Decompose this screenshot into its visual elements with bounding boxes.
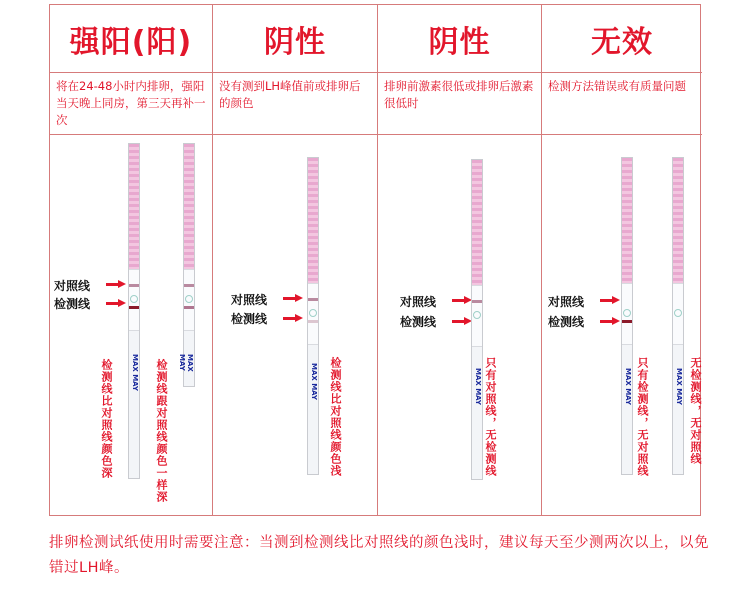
strip-caption: 只有对照线，无检测线 — [484, 357, 497, 477]
max-marking: MAX MAY — [474, 368, 482, 406]
column-description: 没有测到LH峰值前或排卵后的颜色 — [213, 73, 377, 135]
column-header — [542, 5, 702, 73]
logo-icon — [185, 295, 193, 303]
control-line-label: 对照线 — [231, 293, 268, 307]
column-invalid — [542, 5, 702, 515]
column-header — [378, 5, 541, 73]
test-line — [308, 320, 318, 323]
test-line — [622, 320, 632, 323]
column-description: 排卵前激素很低或排卵后激素很低时 — [378, 73, 541, 135]
test-strip — [621, 157, 633, 475]
column-negative-1 — [213, 5, 378, 515]
logo-icon — [623, 309, 631, 317]
logo-icon — [473, 311, 481, 319]
column-strong-positive — [50, 5, 213, 515]
test-strip — [128, 143, 140, 479]
max-marking: MAX MAY — [624, 368, 632, 406]
column-header — [50, 5, 212, 73]
max-marking: MAX MAY — [675, 368, 683, 406]
test-line — [184, 306, 194, 309]
logo-icon — [309, 309, 317, 317]
footer-note: 排卵检测试纸使用时需要注意：当测到检测线比对照线的颜色浅时，建议每天至少测两次以上，以免错过LH峰。 — [49, 535, 709, 576]
test-line-label: 检测线 — [400, 315, 437, 329]
strip-caption: 检测线跟对照线颜色一样深 — [155, 359, 168, 503]
test-line-label: 检测线 — [548, 315, 585, 329]
control-line — [184, 284, 194, 287]
strip-caption: 检测线比对照线颜色浅 — [329, 357, 342, 477]
control-line-label: 对照线 — [400, 295, 437, 309]
column-title: 阴性 — [428, 24, 491, 60]
column-body — [213, 135, 377, 515]
test-line — [129, 306, 139, 309]
test-strip — [672, 157, 684, 475]
strip-caption: 无检测线，无对照线 — [689, 357, 702, 465]
control-line — [308, 298, 318, 301]
control-line-label: 对照线 — [54, 279, 91, 293]
column-description: 检测方法错误或有质量问题 — [542, 73, 702, 135]
logo-icon — [674, 309, 682, 317]
test-line-label: 检测线 — [54, 297, 91, 311]
control-line — [129, 284, 139, 287]
column-header — [213, 5, 377, 73]
control-line — [472, 300, 482, 303]
column-body — [542, 135, 702, 515]
test-strip — [471, 159, 483, 480]
max-marking: MAX MAY — [178, 354, 194, 372]
test-strip — [178, 143, 195, 387]
column-description: 将在24-48小时内排卵，强阳当天晚上同房，第三天再补一次 — [50, 73, 212, 135]
column-body — [50, 135, 212, 515]
ovulation-test-chart — [49, 4, 701, 516]
column-title: 无效 — [591, 24, 653, 60]
control-line-label: 对照线 — [548, 295, 585, 309]
column-negative-2 — [378, 5, 542, 515]
test-strip — [307, 157, 319, 475]
max-marking: MAX MAY — [310, 363, 318, 401]
max-marking: MAX MAY — [131, 354, 139, 392]
logo-icon — [130, 295, 138, 303]
test-line-label: 检测线 — [231, 312, 268, 326]
column-body — [378, 135, 541, 515]
strip-caption: 检测线比对照线颜色深 — [100, 359, 113, 479]
column-title: 阴性 — [264, 24, 326, 60]
column-title: 强阳(阳) — [69, 24, 193, 60]
strip-caption: 只有检测线，无对照线 — [636, 357, 649, 477]
